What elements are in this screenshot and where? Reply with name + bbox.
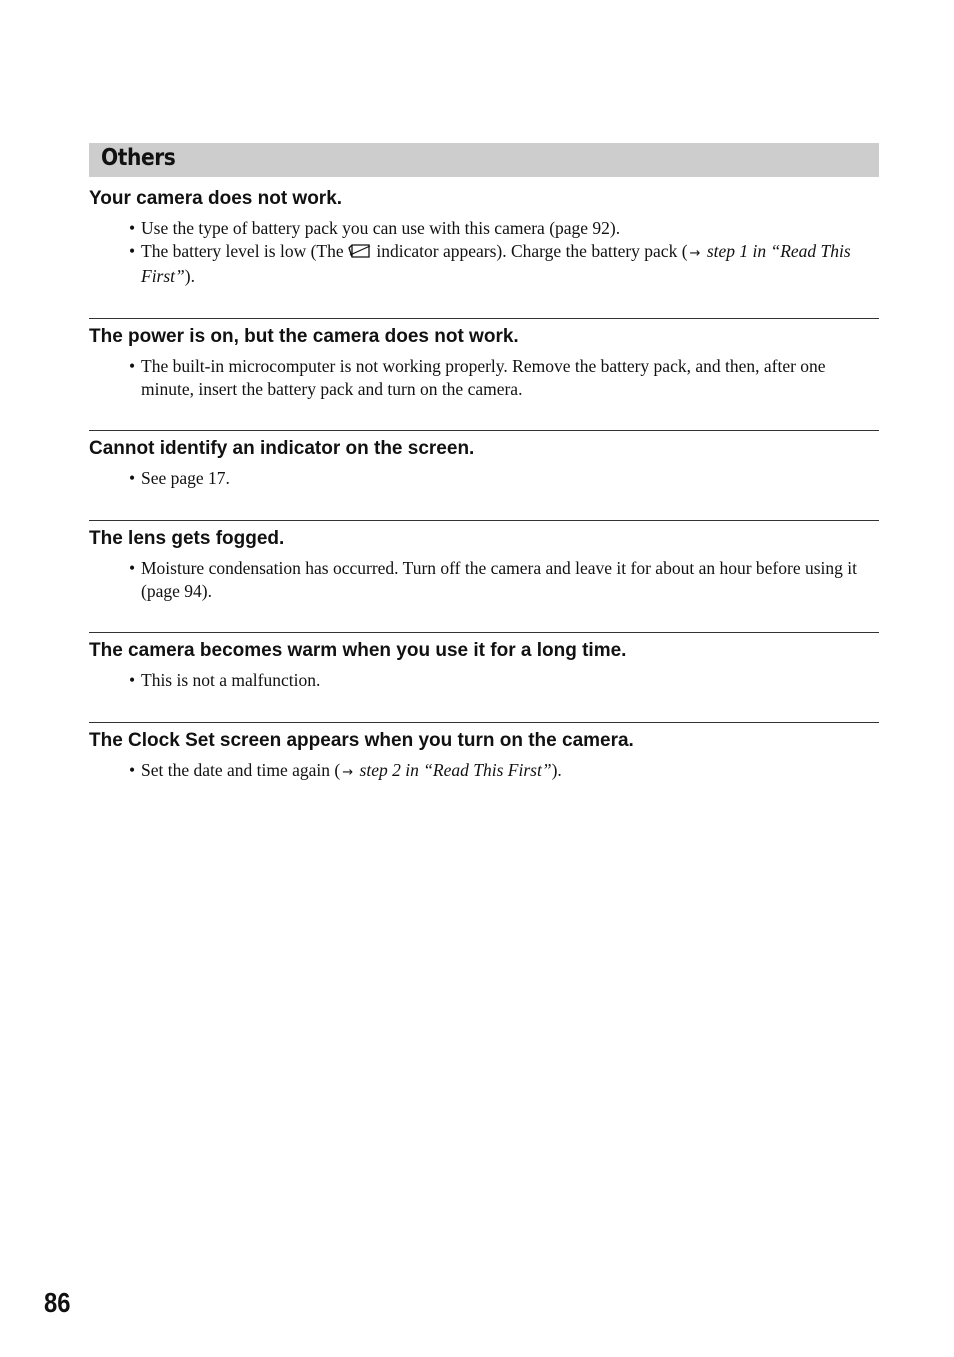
answer-item: • See page 17. bbox=[129, 467, 879, 490]
troubleshooting-entry bbox=[89, 632, 879, 692]
troubleshooting-entry bbox=[89, 187, 879, 288]
section-title: Others bbox=[101, 145, 176, 171]
answer-item: • This is not a malfunction. bbox=[129, 669, 879, 692]
arrow-icon: → bbox=[689, 246, 701, 261]
troubleshooting-entry bbox=[89, 430, 879, 490]
troubleshooting-entry bbox=[89, 722, 879, 784]
answer-item: • The built-in microcomputer is not working properly. Remove the battery pack, and then, after one minute, insert the battery pack and turn on the camera. bbox=[129, 355, 879, 401]
section-header bbox=[89, 143, 879, 177]
answer-list bbox=[89, 669, 879, 692]
answer-item: • The battery level is low (The indicator appears). Charge the battery pack ( → step 1 in “Read This First”). bbox=[129, 240, 879, 288]
entry-question: The power is on, but the camera does not work. bbox=[89, 326, 519, 347]
entry-question: Your camera does not work. bbox=[89, 188, 343, 209]
troubleshooting-entry bbox=[89, 520, 879, 603]
answer-list bbox=[89, 557, 879, 603]
answer-item: • Set the date and time again ( → step 2 in “Read This First”). bbox=[129, 759, 879, 784]
entry-question: The lens gets fogged. bbox=[89, 528, 285, 549]
troubleshooting-entry bbox=[89, 318, 879, 401]
answer-list bbox=[89, 217, 879, 288]
battery-low-icon bbox=[348, 244, 372, 258]
entry-question: The Clock Set screen appears when you turn on the camera. bbox=[89, 730, 634, 751]
answer-item: • Use the type of battery pack you can use with this camera (page 92). bbox=[129, 217, 879, 240]
answer-list bbox=[89, 759, 879, 784]
cross-reference: step 2 in “Read This First” bbox=[359, 760, 552, 780]
answer-list bbox=[89, 355, 879, 401]
entry-question: Cannot identify an indicator on the screen. bbox=[89, 438, 475, 459]
entry-question: The camera becomes warm when you use it for a long time. bbox=[89, 640, 627, 661]
cross-reference: step 1 in “Read This First” bbox=[141, 241, 851, 286]
page-number: 86 bbox=[44, 1287, 71, 1318]
arrow-icon: → bbox=[342, 765, 354, 780]
answer-list bbox=[89, 467, 879, 490]
answer-item: • Moisture condensation has occurred. Turn off the camera and leave it for about an hour before using it (page 94). bbox=[129, 557, 879, 603]
